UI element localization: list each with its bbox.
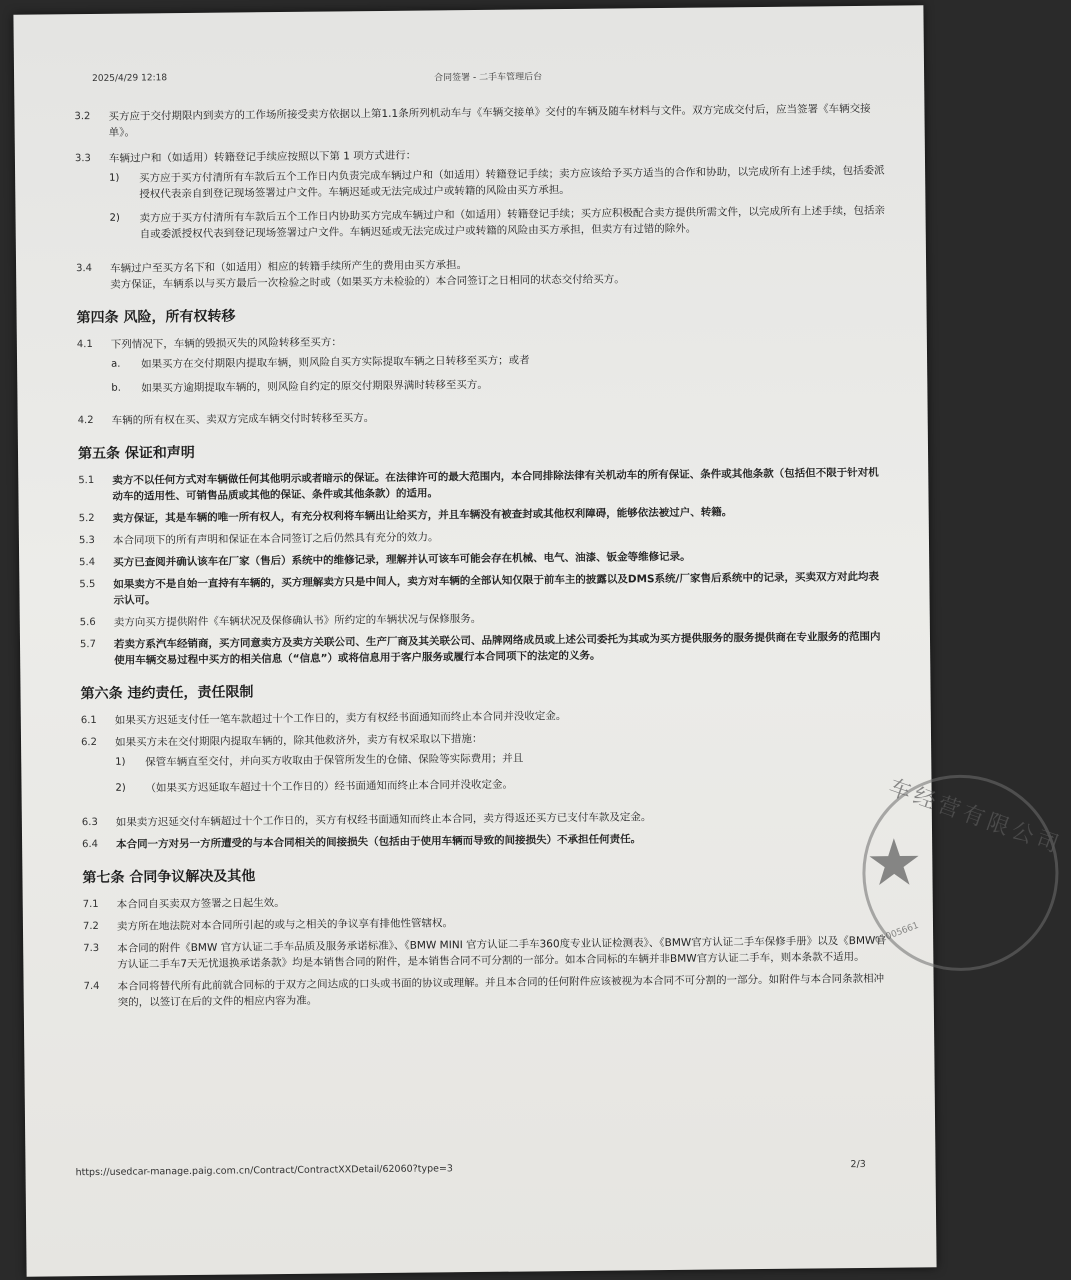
section-7-heading: 第七条 合同争议解决及其他: [82, 868, 256, 887]
print-header: [14, 65, 924, 84]
print-url: https://usedcar-manage.paig.com.cn/Contract/ContractXXDetail/62060?type=3: [75, 1163, 453, 1179]
clause-3-3-text: 车辆过户和（如适用）转籍登记手续应按照以下第 1 项方式进行：: [108, 149, 417, 165]
clause-6-4: 6.4 本合同一方对另一方所遭受的与本合同相关的间接损失（包括由于使用车辆而导致的间接损失）不承担任何责任。: [82, 833, 642, 851]
clause-5-1: 5.1 卖方不以任何方式对车辆做任何其他明示或者暗示的保证。在法律许可的最大范围内，本合同排除法律有关机动车的所有保证、条件或其他条款（包括但不限于针对机动车的适用性、可销售品质或其他的保证、条件或其他条款）的适用。: [78, 466, 879, 503]
clause-6-2: 6.2 如果买方未在交付期限内提取车辆的，除其他救济外，卖方有权采取以下措施： 1) 保管车辆直至交付，并向买方收取由于保管所发生的仓储、保险等实际费用；并且 2) （如果买方迟延取车超过十个工作日的）经书面通知而终止本合同并没收定金。: [80, 732, 524, 795]
clause-7-1: 7.1 本合同自买卖双方签署之日起生效。: [82, 897, 285, 911]
clause-7-4: 7.4 本合同将替代所有此前就合同标的于双方之间达成的口头或书面的协议或理解。并且本合同的任何附件应该被视为本合同不可分割的一部分。如附件与本合同条款相冲突的，以签订在后的文件的相应内容为准。: [83, 972, 885, 1009]
section-6-heading: 第六条 违约责任，责任限制: [80, 684, 254, 703]
contract-body: [74, 101, 893, 1017]
clause-5-6: 5.6 卖方向买方提供附件《车辆状况及保修确认书》所约定的车辆状况与保修服务。: [79, 612, 482, 629]
seal-code: 01005661: [873, 920, 921, 947]
document-page: [13, 5, 1066, 1276]
clause-5-7: 5.7 若卖方系汽车经销商，买方同意卖方及卖方关联公司、生产厂商及其关联公司、品牌网络成员或上述公司委托为其或为买方提供服务的服务提供商在专业服务的范围内使用车辆交易过程中买方的相关信息（“信息”）或将信息用于客户服务或履行本合同项下的法定的义务。: [79, 630, 881, 667]
print-title: 合同签署 - 二手车管理后台: [434, 72, 543, 84]
seal-star-icon: ★: [864, 826, 924, 901]
section-5-heading: 第五条 保证和声明: [77, 444, 195, 463]
print-footer: [25, 1158, 935, 1179]
clause-7-3: 7.3 本合同的附件《BMW 官方认证二手车品质及服务承诺标准》、《BMW MINI 官方认证二手车360度专业认证检测表》、《BMW官方认证二手车保修手册》以及《BMW官方认证二手车7天无忧退换承诺条款》均是本销售合同的附件，是本销售合同不可分割的一部分。如本合同标的车辆并非BMW官方认证二手车，则本条款不适用。: [83, 934, 886, 971]
print-date: 2025/4/29 12:18: [92, 73, 168, 84]
clause-3-2: 3.2 买方应于交付期限内到卖方的工作场所接受卖方依据以上第1.1条所列机动车与《车辆交接单》交付的车辆及随车材料与文件。双方完成交付后，应当签署《车辆交接单》。: [74, 102, 871, 139]
clause-3-4: 3.4 车辆过户至买方名下和（如适用）相应的转籍手续所产生的费用由买方承担。 卖方保证，车辆系以与买方最后一次检验之时或（如果买方未检验的）本合同签订之日相同的状态交付给买方。: [76, 259, 625, 291]
clause-7-2: 7.2 卖方所在地法院对本合同所引起的或与之相关的争议享有排他性管辖权。: [82, 917, 454, 933]
seal-text: 车经营有限公司: [885, 775, 1066, 860]
clause-6-3: 6.3 如果卖方迟延交付车辆超过十个工作日的，买方有权经书面通知而终止本合同，卖方得返还买方已支付车款及定金。: [81, 811, 652, 829]
clause-3-3-option-2: 2) 卖方应于买方付清所有车款后五个工作日内协助买方完成车辆过户和（如适用）转籍登记手续；买方应积极配合卖方提供所需文件，以完成所有上述手续，包括亲自或委派授权代表到登记现场签署过户文件。车辆迟延或无法完成过户或转籍的风险由买方承担，但卖方有过错的除外。: [109, 204, 886, 241]
clause-4-1: 4.1 下列情况下，车辆的毁损灭失的风险转移至买方： a. 如果买方在交付期限内提取车辆，则风险自买方实际提取车辆之日转移至买方；或者 b. 如果买方逾期提取车辆的，则风险自约定的原交付期限界满时转移至买方。: [76, 336, 530, 395]
clause-5-5: 5.5 如果卖方不是自始一直持有车辆的，买方理解卖方只是中间人，卖方对车辆的全部认知仅限于前车主的披露以及DMS系统/厂家售后系统中的记录，买卖双方对此均表示认可。: [79, 570, 879, 607]
clause-5-3: 5.3 本合同项下的所有声明和保证在本合同签订之后仍然具有充分的效力。: [78, 531, 439, 547]
page-number: 2/3: [850, 1158, 866, 1171]
clause-3-3: 3.3 车辆过户和（如适用）转籍登记手续应按照以下第 1 项方式进行： 1) 买方应于买方付清所有车款后五个工作日内负责完成车辆过户和（如适用）转籍登记手续；卖方应该给予买方适当的合作和协助，以完成所有上述手续，包括委派授权代表亲自到登记现场签署过户文件。车辆迟延或无法完成过户或转籍的风险由买方承担。 2) 卖方应于买方付清所有车款后五个工作日内协助买方完成车辆过户和（如适用）转籍登记手续；买方应积极配合卖方提供所需文件，以完成所有上述手续，包括亲自或委派授权代表到登记现场签署过户文件。车辆迟延或无法完成过户或转籍的风险由买方承担，但卖方有过错的除外。: [75, 143, 886, 247]
clause-5-2: 5.2 卖方保证，其是车辆的唯一所有权人，有充分权利将车辆出让给买方，并且车辆没有被查封或其他权利障碍，能够依法被过户、转籍。: [78, 506, 733, 525]
clause-4-2: 4.2 车辆的所有权在买、卖双方完成车辆交付时转移至买方。: [77, 412, 375, 427]
section-4-heading: 第四条 风险，所有权转移: [76, 308, 236, 327]
clause-3-3-option-1: 1) 买方应于买方付清所有车款后五个工作日内负责完成车辆过户和（如适用）转籍登记手续；卖方应该给予买方适当的合作和协助，以完成所有上述手续，包括委派授权代表亲自到登记现场签署过户文件。车辆迟延或无法完成过户或转籍的风险由买方承担。: [109, 164, 885, 201]
clause-5-4: 5.4 买方已查阅并确认该车在厂家（售后）系统中的维修记录，理解并认可该车可能会存在机械、电气、油漆、钣金等维修记录。: [79, 550, 691, 569]
clause-6-1: 6.1 如果买方迟延支付任一笔车款超过十个工作日的，卖方有权经书面通知而终止本合同并没收定金。: [80, 710, 567, 727]
company-seal: [861, 774, 1066, 972]
